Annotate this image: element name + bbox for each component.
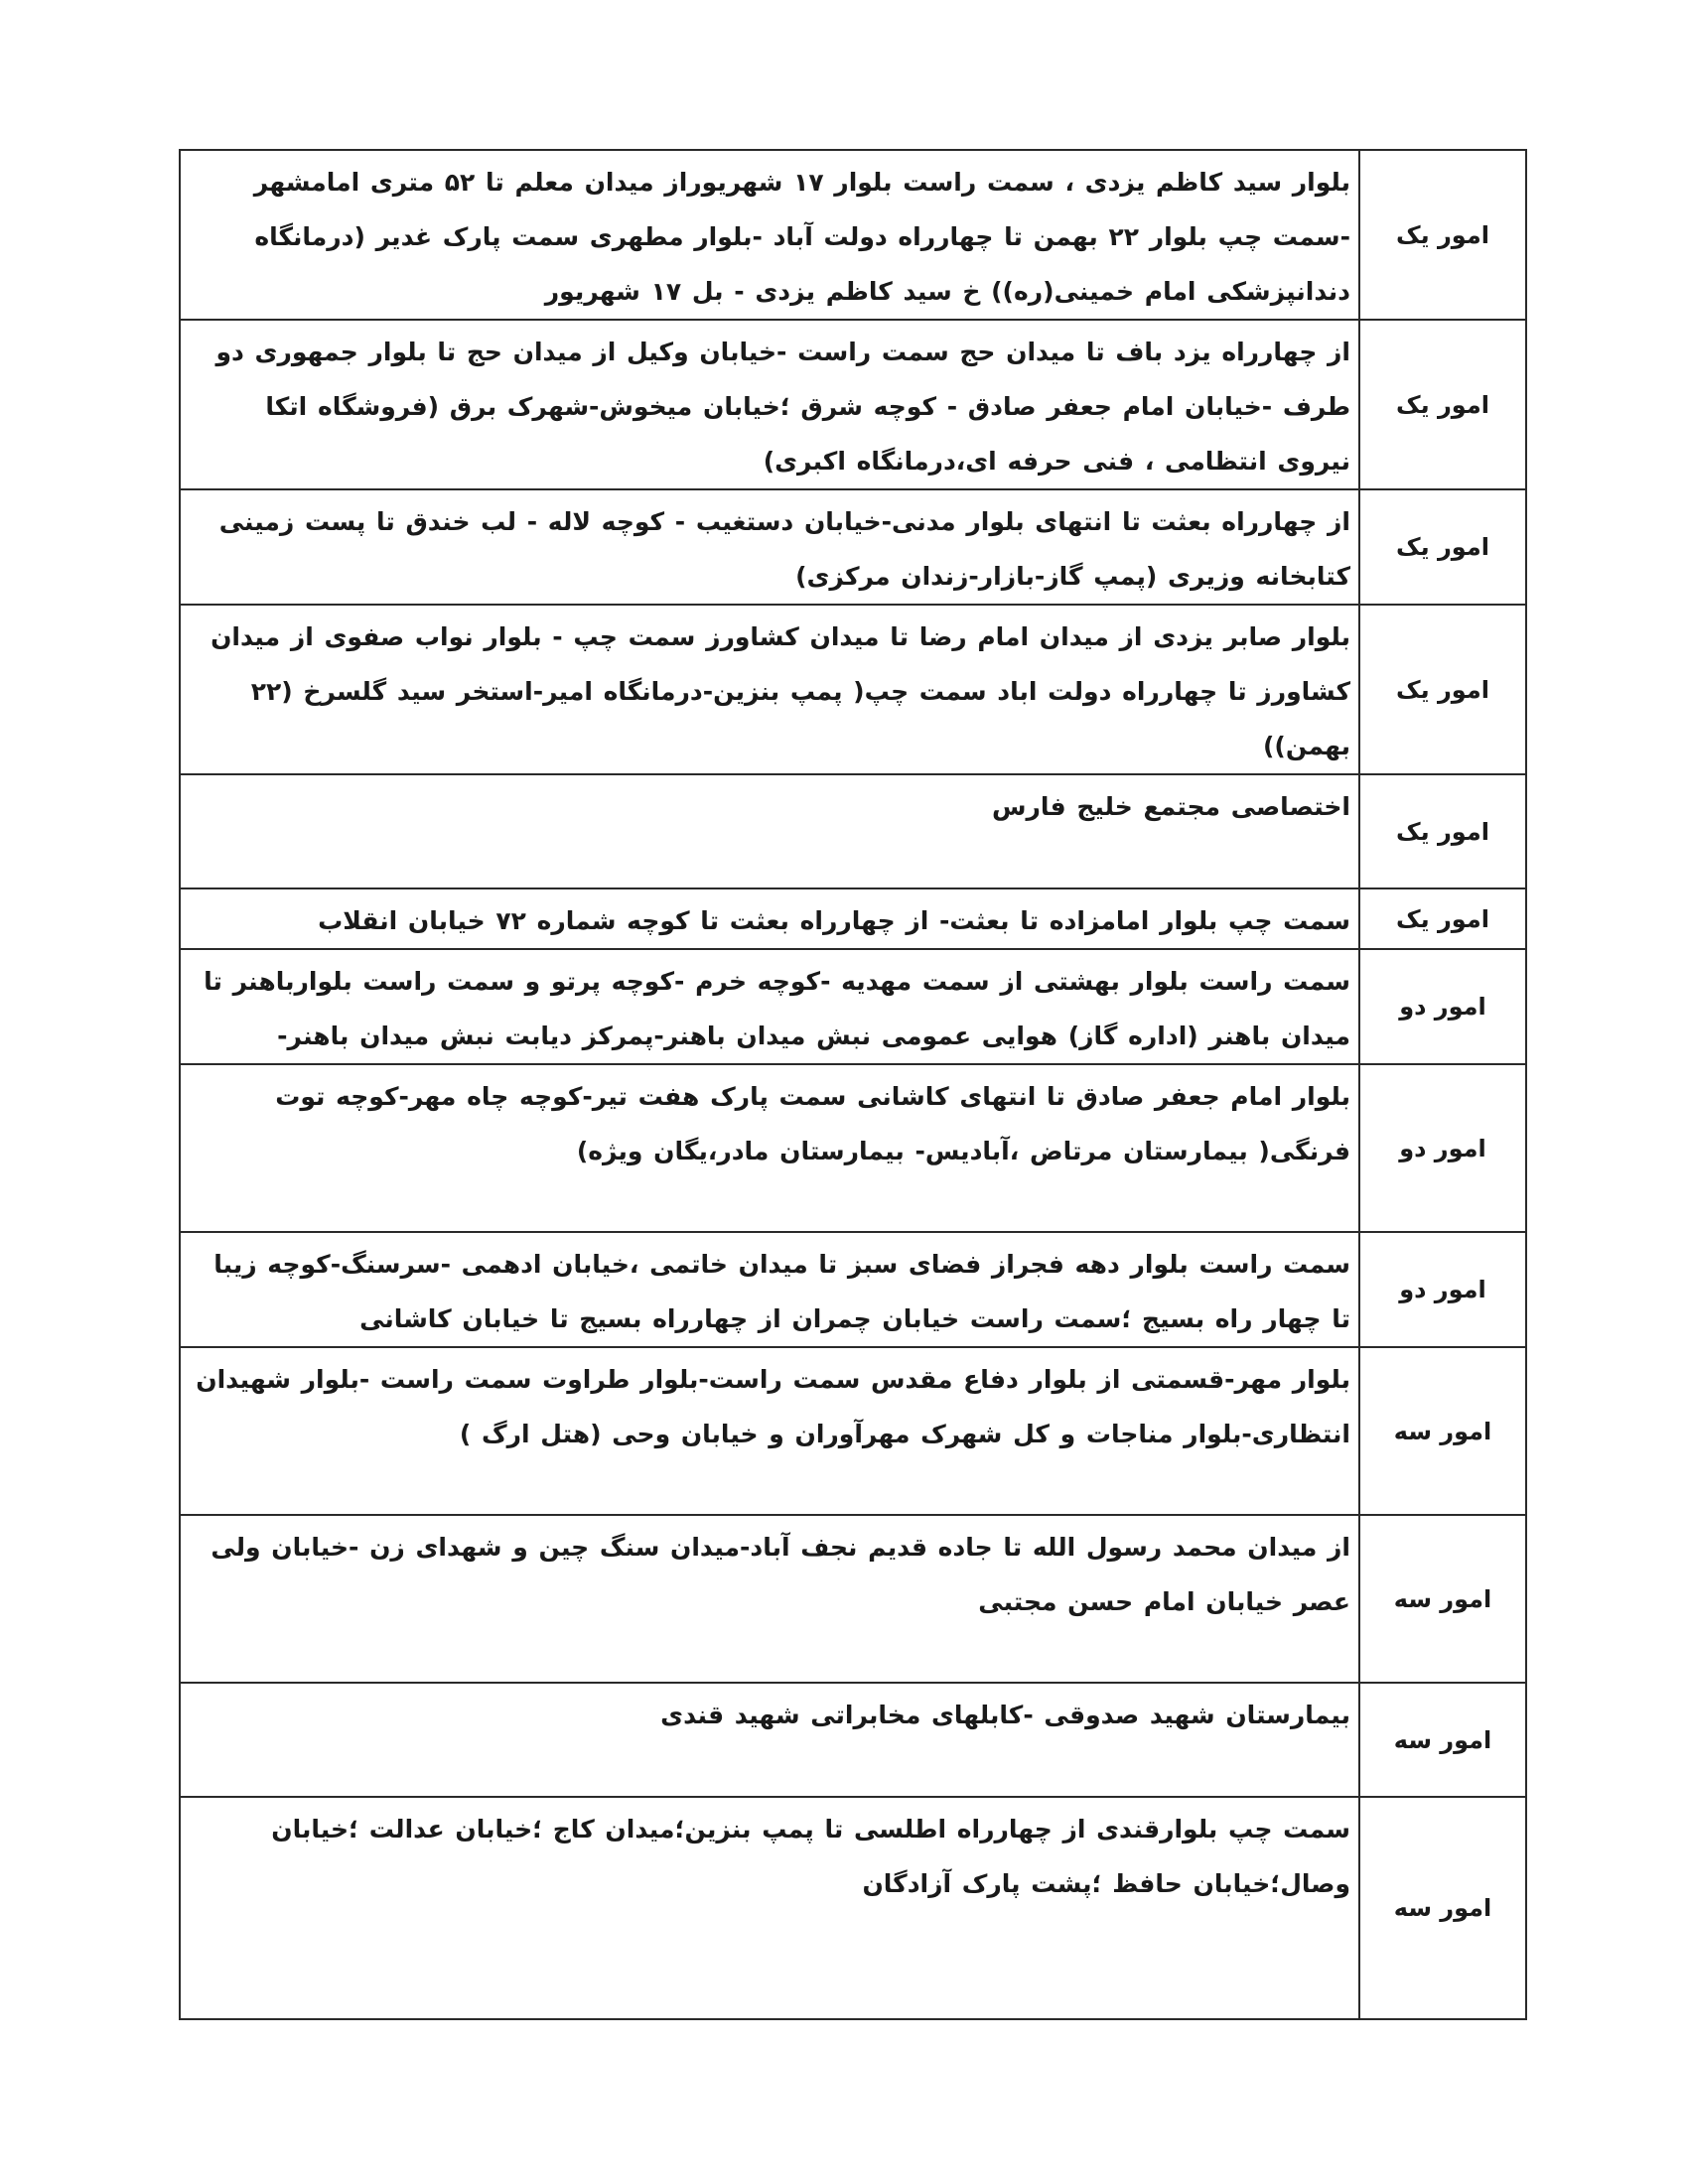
table-row <box>180 774 1526 888</box>
unit-cell: امور یک <box>1359 888 1526 949</box>
description-cell: اختصاصی مجتمع خلیج فارس <box>180 774 1359 888</box>
unit-cell: امور یک <box>1359 774 1526 888</box>
unit-cell: امور سه <box>1359 1797 1526 2019</box>
unit-cell: امور دو <box>1359 949 1526 1064</box>
description-cell: سمت چپ بلوار امامزاده تا بعثت- از چهارراه بعثت تا کوچه شماره ۷۲ خیابان انقلاب <box>180 888 1359 949</box>
unit-cell: امور دو <box>1359 1232 1526 1347</box>
table-row <box>180 320 1526 489</box>
table-row <box>180 489 1526 605</box>
unit-cell: امور یک <box>1359 150 1526 320</box>
description-cell: سمت راست بلوار بهشتی از سمت مهدیه -کوچه خرم -کوچه پرتو و سمت راست بلوارباهنر تا میدان باهنر (اداره گاز) هوایی عمومی نبش میدان باهنر-پمرکز دیابت نبش میدان باهنر- <box>180 949 1359 1064</box>
table-row <box>180 1347 1526 1515</box>
description-cell: بلوار مهر-قسمتی از بلوار دفاع مقدس سمت راست-بلوار طراوت سمت راست -بلوار شهیدان انتظاری-بلوار مناجات و کل شهرک مهرآوران و خیابان وحی (هتل ارگ ) <box>180 1347 1359 1515</box>
unit-cell: امور یک <box>1359 605 1526 774</box>
description-cell: سمت چپ بلوارقندی از چهارراه اطلسی تا پمپ بنزین؛میدان کاج ؛خیابان عدالت ؛خیابان وصال؛خیابان حافظ ؛پشت پارک آزادگان <box>180 1797 1359 2019</box>
table-row <box>180 150 1526 320</box>
table-row <box>180 1683 1526 1797</box>
unit-cell: امور یک <box>1359 489 1526 605</box>
table-row <box>180 1515 1526 1683</box>
unit-cell: امور سه <box>1359 1683 1526 1797</box>
description-cell: بلوار امام جعفر صادق تا انتهای کاشانی سمت پارک هفت تیر-کوچه چاه مهر-کوچه توت فرنگی( بیمارستان مرتاض ،آبادیس- بیمارستان مادر،یگان ویژه) <box>180 1064 1359 1232</box>
description-cell: از چهارراه یزد باف تا میدان حج سمت راست -خیابان وکیل از میدان حج تا بلوار جمهوری دو طرف -خیابان امام جعفر صادق - کوچه شرق ؛خیابان میخوش-شهرک برق (فروشگاه اتکا نیروی انتظامی ، فنی حرفه ای،درمانگاه اکبری) <box>180 320 1359 489</box>
table-row <box>180 1232 1526 1347</box>
table-row <box>180 1064 1526 1232</box>
description-cell: سمت راست بلوار دهه فجراز فضای سبز تا میدان خاتمی ،خیابان ادهمی -سرسنگ-کوچه زیبا تا چهار راه بسیج ؛سمت راست خیابان چمران از چهارراه بسیج تا خیابان کاشانی <box>180 1232 1359 1347</box>
description-cell: بیمارستان شهید صدوقی -کابلهای مخابراتی شهید قندی <box>180 1683 1359 1797</box>
unit-cell: امور سه <box>1359 1515 1526 1683</box>
outage-schedule-table <box>179 149 1527 2020</box>
description-cell: بلوار سید کاظم یزدی ، سمت راست بلوار ۱۷ شهریوراز میدان معلم تا ۵۲ متری امامشهر -سمت چپ بلوار ۲۲ بهمن تا چهارراه دولت آباد -بلوار مطهری سمت پارک غدیر (درمانگاه دندانپزشکی امام خمینی(ره)) خ سید کاظم یزدی - بل ۱۷ شهریور <box>180 150 1359 320</box>
table-row <box>180 888 1526 949</box>
description-cell: از میدان محمد رسول الله تا جاده قدیم نجف آباد-میدان سنگ چین و شهدای زن -خیابان ولی عصر خیابان امام حسن مجتبی <box>180 1515 1359 1683</box>
description-cell: از چهارراه بعثت تا انتهای بلوار مدنی-خیابان دستغیب - کوچه لاله - لب خندق تا پست زمینی کتابخانه وزیری (پمپ گاز-بازار-زندان مرکزی) <box>180 489 1359 605</box>
unit-cell: امور دو <box>1359 1064 1526 1232</box>
description-cell: بلوار صابر یزدی از میدان امام رضا تا میدان کشاورز سمت چپ - بلوار نواب صفوی از میدان کشاورز تا چهارراه دولت اباد سمت چپ( پمپ بنزین-درمانگاه امیر-استخر سید گلسرخ (۲۲ بهمن)) <box>180 605 1359 774</box>
table-row <box>180 605 1526 774</box>
table-row <box>180 1797 1526 2019</box>
unit-cell: امور یک <box>1359 320 1526 489</box>
table-row <box>180 949 1526 1064</box>
unit-cell: امور سه <box>1359 1347 1526 1515</box>
